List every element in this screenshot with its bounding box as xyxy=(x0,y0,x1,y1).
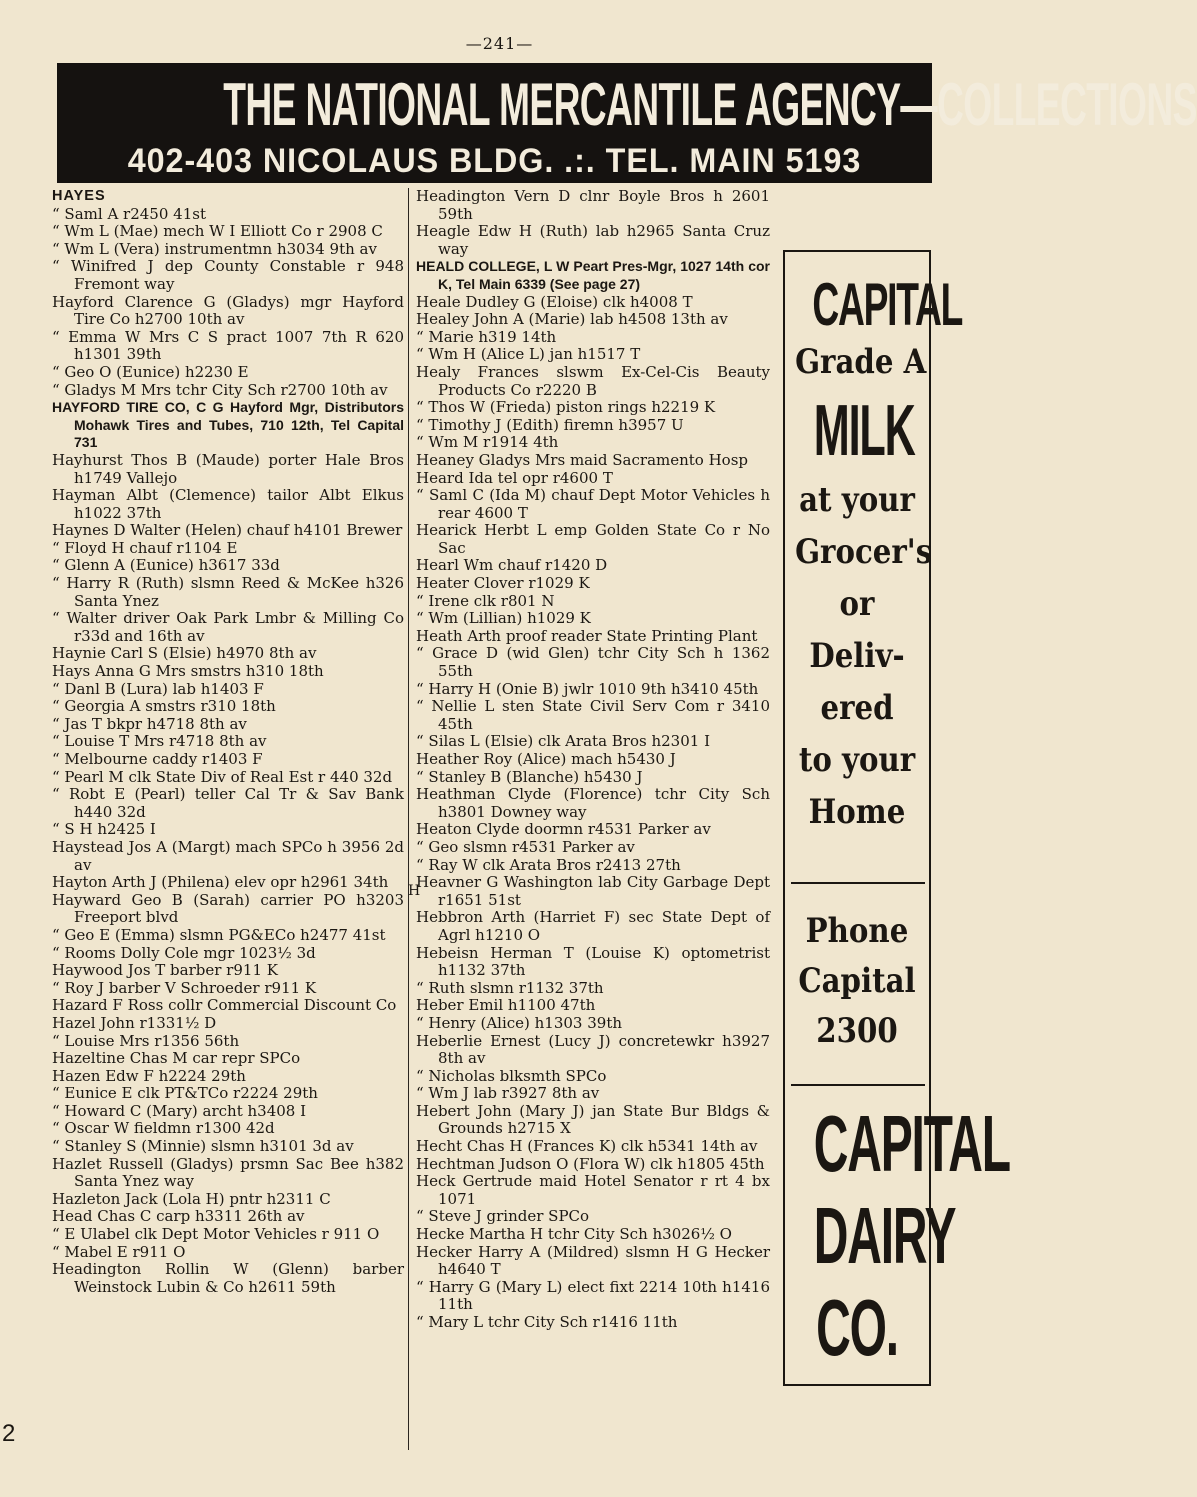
middle-listing: Healy Frances slswm Ex-Cel-Cis Beauty Products Co r2220 B xyxy=(416,362,770,399)
ad-grade: Grade A xyxy=(795,342,927,382)
middle-listing: “ Timothy J (Edith) firemn h3957 U xyxy=(416,415,684,434)
middle-listing: “ Wm J lab r3927 8th av xyxy=(416,1084,600,1103)
left-listing: “ Eunice E clk PT&TCo r2224 29th xyxy=(52,1084,318,1103)
left-listing: Hazleton Jack (Lola H) pntr h2311 C xyxy=(52,1189,331,1208)
middle-listing: Hearl Wm chauf r1420 D xyxy=(416,556,608,575)
middle-listing: Hearick Herbt L emp Golden State Co r No Sac xyxy=(416,521,770,557)
middle-listing: “ Irene clk r801 N xyxy=(416,591,555,610)
left-listing: “ Louise T Mrs r4718 8th av xyxy=(52,732,267,751)
left-listing: “ Jas T bkpr h4718 8th av xyxy=(52,714,247,733)
left-listing: “ Melbourne caddy r1403 F xyxy=(52,750,263,768)
banner-address: 402-403 NICOLAUS BLDG. .:. TEL. MAIN 5193 xyxy=(127,142,862,180)
middle-listing: Hebert John (Mary J) jan State Bur Bldgs & Grounds h2715 X xyxy=(416,1101,770,1138)
middle-listing: “ Grace D (wid Glen) tchr City Sch h 1362 55th xyxy=(416,644,770,681)
middle-listing: “ Ruth slsmn r1132 37th xyxy=(416,978,604,997)
left-listing: Haystead Jos A (Margt) mach SPCo h 3956 2d av xyxy=(52,837,404,874)
ad-capital-heading: CAPITAL xyxy=(812,271,963,338)
middle-listing: “ Mary L tchr City Sch r1416 11th xyxy=(416,1313,678,1331)
left-listing: “ Danl B (Lura) lab h1403 F xyxy=(52,679,264,698)
left-listing: “ Wm L (Mae) mech W I Elliott Co r 2908 C xyxy=(52,222,383,241)
left-listing: Hazard F Ross collr Commercial Discount Co xyxy=(52,996,397,1015)
side-mark: 2 xyxy=(2,1420,16,1447)
middle-listing: “ Harry H (Onie B) jwlr 1010 9th h3410 45th xyxy=(416,679,759,698)
left-listing: Head Chas C carp h3311 26th av xyxy=(52,1207,305,1226)
left-listing: “ Wm L (Vera) instrumentmn h3034 9th av xyxy=(52,239,377,258)
middle-listing: Heber Emil h1100 47th xyxy=(416,996,596,1015)
middle-listing: “ Silas L (Elsie) clk Arata Bros h2301 I xyxy=(416,732,710,751)
left-listing: “ Rooms Dolly Cole mgr 1023½ 3d xyxy=(52,943,316,962)
banner-title: THE NATIONAL MERCANTILE AGENCY—COLLECTIONS xyxy=(223,71,1197,138)
left-directory-column xyxy=(52,188,404,1296)
left-listing: “ Geo O (Eunice) h2230 E xyxy=(52,362,249,381)
left-listing: Haynes D Walter (Helen) chauf h4101 Brewer xyxy=(52,521,403,540)
left-listing: “ Robt E (Pearl) teller Cal Tr & Sav Bank h440 32d xyxy=(52,785,404,821)
middle-listing: Heberlie Ernest (Lucy J) concretewkr h3927 8th av xyxy=(416,1031,770,1068)
left-listing: Hayton Arth J (Philena) elev opr h2961 34th xyxy=(52,873,389,892)
ad-phone-section xyxy=(785,884,929,1084)
ad-home: Home xyxy=(808,792,906,832)
middle-business-listing: HEALD COLLEGE, L W Peart Pres-Mgr, 1027 14th cor K, Tel Main 6339 (See page 27) xyxy=(416,258,770,292)
left-listing: “ Walter driver Oak Park Lmbr & Milling Co r33d and 16th av xyxy=(52,609,404,645)
middle-listing: “ Saml C (Ida M) chauf Dept Motor Vehicles h rear 4600 T xyxy=(416,486,770,522)
middle-listing: Hecker Harry A (Mildred) slsmn H G Hecker h4640 T xyxy=(416,1242,770,1279)
middle-listing: Heater Clover r1029 K xyxy=(416,574,590,593)
middle-listing: “ Harry G (Mary L) elect fixt 2214 10th h1416 11th xyxy=(416,1277,770,1314)
middle-listing: “ Stanley B (Blanche) h5430 J xyxy=(416,767,643,786)
middle-listing: Hechtman Judson O (Flora W) clk h1805 45th xyxy=(416,1154,765,1173)
left-business-listing: HAYFORD TIRE CO, C G Hayford Mgr, Distributors Mohawk Tires and Tubes, 710 12th, Tel Capital 731 xyxy=(52,399,404,451)
middle-listing: “ Henry (Alice) h1303 39th xyxy=(416,1013,623,1032)
left-listing: Hayward Geo B (Sarah) carrier PO h3203 Freeport blvd xyxy=(52,890,404,927)
left-listing: “ Louise Mrs r1356 56th xyxy=(52,1031,240,1050)
left-listing: Hazel John r1331½ D xyxy=(52,1013,217,1032)
left-listing: “ Emma W Mrs C S pract 1007 7th R 620 h1301 39th xyxy=(52,327,404,364)
left-listing: “ Mabel E r911 O xyxy=(52,1242,186,1261)
middle-listing: Heck Gertrude maid Hotel Senator r rt 4 bx 1071 xyxy=(416,1172,770,1208)
ad-phone-number: 2300 xyxy=(816,1011,898,1051)
middle-listing: “ Wm M r1914 4th xyxy=(416,433,559,452)
left-listing: “ Georgia A smstrs r310 18th xyxy=(52,697,276,716)
middle-directory-column xyxy=(416,188,770,1332)
middle-listing: “ Nellie L sten State Civil Serv Com r 3410 45th xyxy=(416,697,770,733)
middle-listing: Heard Ida tel opr r4600 T xyxy=(416,468,613,487)
left-listing: “ Howard C (Mary) archt h3408 I xyxy=(52,1101,307,1120)
left-listing: Hazen Edw F h2224 29th xyxy=(52,1066,246,1085)
left-listing: “ Winifred J dep County Constable r 948 Fremont way xyxy=(52,257,404,293)
ad-ered: ered xyxy=(820,688,894,728)
left-listing: “ Gladys M Mrs tchr City Sch r2700 10th av xyxy=(52,380,388,399)
middle-listing: “ Wm H (Alice L) jan h1517 T xyxy=(416,345,641,364)
middle-listing: Heathman Clyde (Florence) tchr City Sch h3801 Downey way xyxy=(416,785,770,821)
left-listing: “ Floyd H chauf r1104 E xyxy=(52,538,238,557)
left-listing: “ Roy J barber V Schroeder r911 K xyxy=(52,978,317,997)
middle-listing: “ Wm (Lillian) h1029 K xyxy=(416,609,591,628)
middle-listing: Heale Dudley G (Eloise) clk h4008 T xyxy=(416,292,693,311)
middle-listing: Headington Vern D clnr Boyle Bros h 2601 59th xyxy=(416,187,770,223)
middle-listing: “ Thos W (Frieda) piston rings h2219 K xyxy=(416,398,716,417)
middle-listing: Heaton Clyde doormn r4531 Parker av xyxy=(416,820,711,839)
middle-listing: “ Ray W clk Arata Bros r2413 27th xyxy=(416,855,681,874)
left-listing: Hazeltine Chas M car repr SPCo xyxy=(52,1049,301,1068)
ad-company-dairy: DAIRY xyxy=(813,1191,956,1280)
left-listing: Haynie Carl S (Elsie) h4970 8th av xyxy=(52,644,317,663)
left-listing: Hayhurst Thos B (Maude) porter Hale Bros h1749 Vallejo xyxy=(52,450,404,487)
left-listing: Haywood Jos T barber r911 K xyxy=(52,961,278,980)
middle-listing: “ Steve J grinder SPCo xyxy=(416,1207,590,1226)
margin-mark: H xyxy=(408,883,421,899)
middle-listing: “ Nicholas blksmth SPCo xyxy=(416,1066,607,1085)
middle-listing: Heath Arth proof reader State Printing Plant xyxy=(416,626,758,645)
middle-listing: Hecke Martha H tchr City Sch h3026½ O xyxy=(416,1225,732,1244)
left-listing: “ Harry R (Ruth) slsmn Reed & McKee h326 Santa Ynez xyxy=(52,574,404,610)
capital-dairy-advertisement xyxy=(783,250,1010,1386)
left-listing: Headington Rollin W (Glenn) barber Weinstock Lubin & Co h2611 59th xyxy=(52,1260,404,1296)
page-number: —241— xyxy=(465,34,534,53)
left-listing: Hayford Clarence G (Gladys) mgr Hayford Tire Co h2700 10th av xyxy=(52,292,404,329)
middle-listing: Healey John A (Marie) lab h4508 13th av xyxy=(416,310,728,329)
left-listing: “ Oscar W fieldmn r1300 42d xyxy=(52,1119,275,1138)
left-listing: “ Saml A r2450 41st xyxy=(52,204,206,223)
left-surname-heading: HAYES xyxy=(52,188,106,204)
left-listing: Hays Anna G Mrs smstrs h310 18th xyxy=(52,662,324,681)
left-listing: “ Geo E (Emma) slsmn PG&ECo h2477 41st xyxy=(52,925,386,944)
middle-listing: Hebeisn Herman T (Louise K) optometrist h1132 37th xyxy=(416,943,770,980)
ad-milk-section xyxy=(785,252,963,882)
left-listing: Hayman Albt (Clemence) tailor Albt Elkus h1022 37th xyxy=(52,486,404,522)
middle-listing: “ Marie h319 14th xyxy=(416,327,557,346)
ad-phone-exchange: Capital xyxy=(798,961,916,1001)
ad-company-capital: CAPITAL xyxy=(813,1099,1010,1188)
left-listing: “ S H h2425 I xyxy=(52,820,156,839)
middle-listing: Heagle Edw H (Ruth) lab h2965 Santa Cruz way xyxy=(416,222,770,258)
ad-grocers: Grocer's xyxy=(795,532,933,572)
ad-to-your: to your xyxy=(798,740,916,780)
column-divider xyxy=(408,188,409,1450)
left-listing: “ Glenn A (Eunice) h3617 33d xyxy=(52,556,280,575)
middle-listing: Heather Roy (Alice) mach h5430 J xyxy=(416,750,676,768)
ad-company-section xyxy=(785,1086,1010,1386)
middle-listing: Heavner G Washington lab City Garbage Dept r1651 51st xyxy=(416,873,770,909)
middle-listing: Heaney Gladys Mrs maid Sacramento Hosp xyxy=(416,450,749,469)
left-listing: “ E Ulabel clk Dept Motor Vehicles r 911 O xyxy=(52,1225,380,1244)
middle-listing: “ Geo slsmn r4531 Parker av xyxy=(416,837,635,856)
ad-company-co: CO. xyxy=(816,1283,898,1372)
left-listing: “ Pearl M clk State Div of Real Est r 440 32d xyxy=(52,767,393,786)
ad-deliv: Deliv- xyxy=(809,636,905,676)
ad-phone-label: Phone xyxy=(805,911,909,951)
ad-at-your: at your xyxy=(799,480,915,520)
middle-listing: Hebbron Arth (Harriet F) sec State Dept of Agrl h1210 O xyxy=(416,908,770,944)
left-listing: Hazlet Russell (Gladys) prsmn Sac Bee h382 Santa Ynez way xyxy=(52,1154,404,1191)
ad-or: or xyxy=(839,584,875,624)
left-listing: “ Stanley S (Minnie) slsmn h3101 3d av xyxy=(52,1137,354,1156)
ad-milk: MILK xyxy=(813,391,915,471)
agency-banner xyxy=(57,63,1197,183)
middle-listing: Hecht Chas H (Frances K) clk h5341 14th av xyxy=(416,1137,758,1156)
